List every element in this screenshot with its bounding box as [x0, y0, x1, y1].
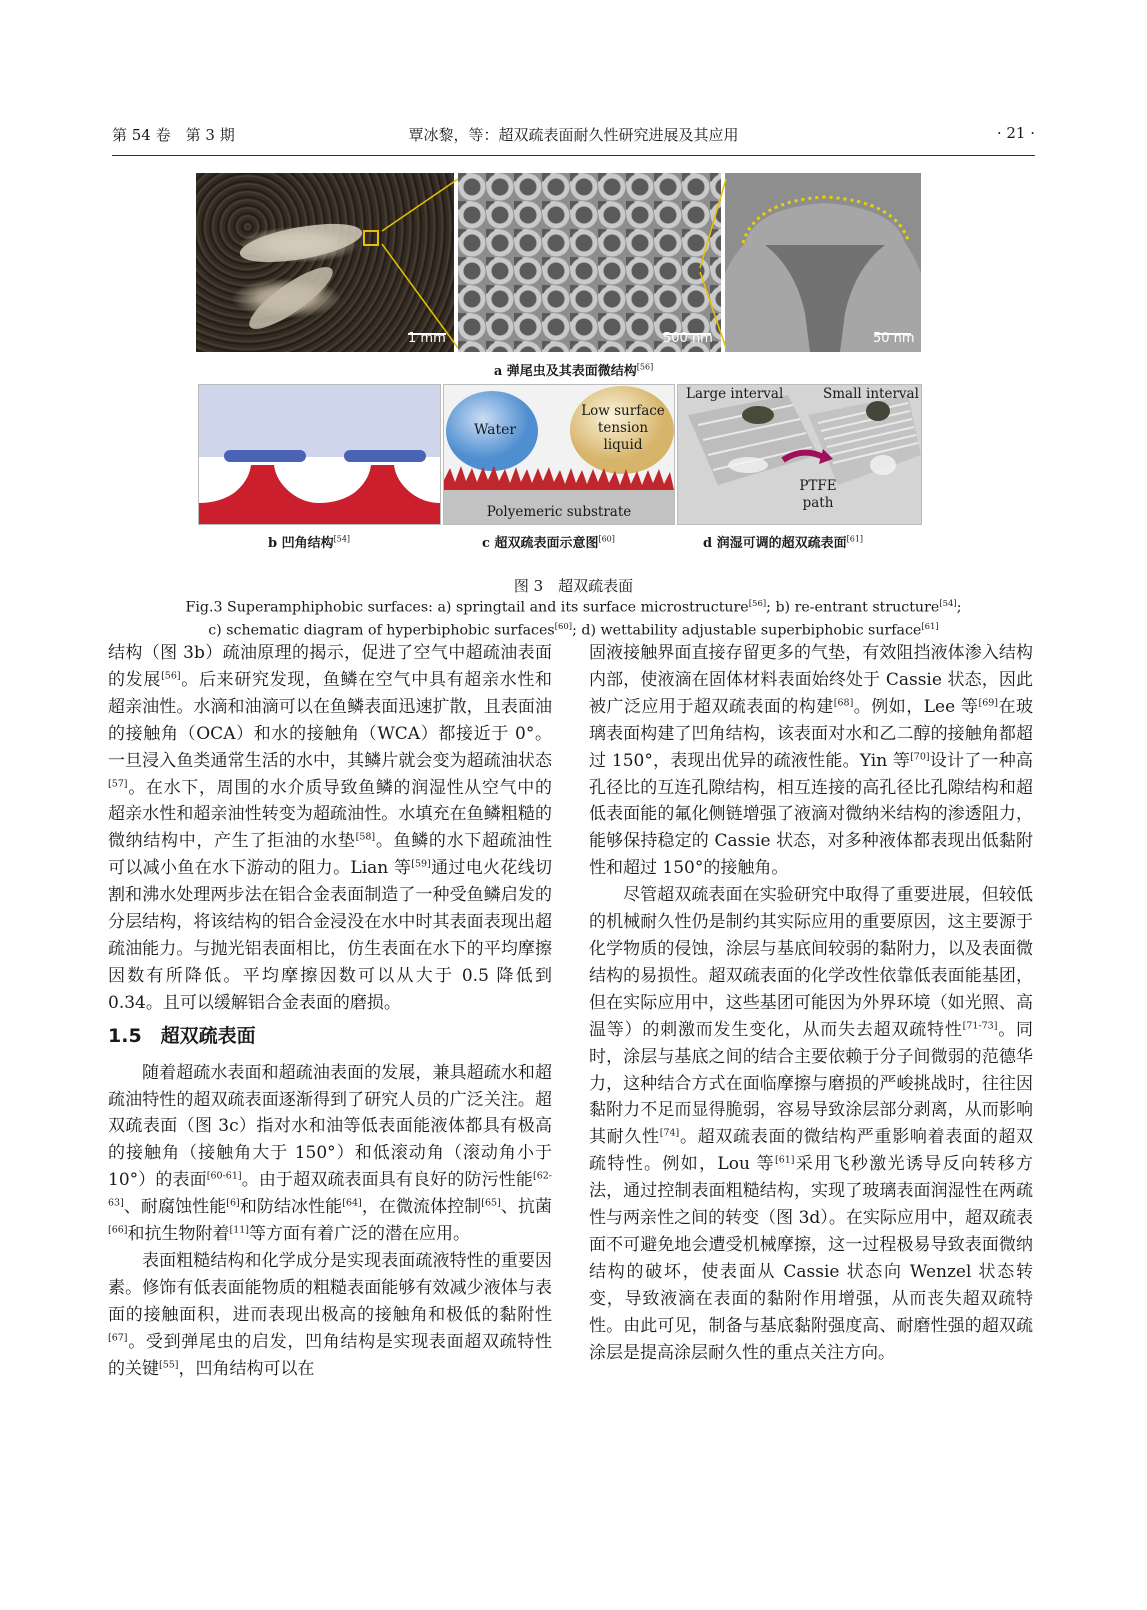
caption-d: d 润湿可调的超双疏表面[61]: [703, 534, 864, 551]
liquid-label: Low surface tension liquid: [581, 403, 665, 453]
large-interval-label: Large interval: [686, 386, 784, 402]
water-label: Water: [474, 422, 517, 438]
paragraph: 固液接触界面直接存留更多的气垫，有效阻挡液体渗入结构内部，使液滴在固体材料表面始终处于 Cassie 状态，因此被广泛应用于超双疏表面的构建[68]。例如，Lee 等[69]在玻璃表面构建了凹角结构，该表面对水和乙二醇的接触角都超过 150°，表现出优异的疏液性能。Yin 等[70]设计了一种高孔径比的互连孔隙结构，相互连接的高孔径比孔隙结构和超低表面能的氟化侧链增强了液滴对微纳米结构的渗透阻力，能够保持稳定的 Cassie 状态，对多种液体都表现出低黏附性和超过 150°的接触角。: [589, 643, 1033, 879]
figure-3d-wettability: [677, 384, 922, 525]
right-column: [589, 640, 1033, 1366]
scale-bar-50nm: 50 nm: [873, 331, 915, 346]
paragraph: 表面粗糙结构和化学成分是实现表面疏液特性的重要因素。修饰有低表面能物质的粗糙表面能够有效减少液体与表面的接触面积，进而表现出极高的接触角和极低的黏附性[67]。受到弹尾虫的启发，凹角结构是实现表面超双疏特性的关键[55]，凹角结构可以在: [108, 1250, 552, 1379]
zoom-lines: [370, 176, 730, 356]
volume-issue: 第 54 卷 第 3 期: [112, 126, 235, 144]
figure-3c-schematic: [443, 384, 675, 525]
scale-bar-1mm: 1 mm: [408, 331, 446, 346]
running-title: 覃冰黎，等：超双疏表面耐久性研究进展及其应用: [408, 126, 739, 144]
paragraph: 结构（图 3b）疏油原理的揭示，促进了空气中超疏油表面的发展[56]。后来研究发现，鱼鳞在空气中具有超亲水性和超亲油性。水滴和油滴可以在鱼鳞表面迅速扩散，且表面油的接触角（OCA）和水的接触角（WCA）都接近于 0°。一旦浸入鱼类通常生活的水中，其鳞片就会变为超疏油状态[57]。在水下，周围的水介质导致鱼鳞的润湿性从空气中的超亲水性和超亲油性转变为超疏油性。水填充在鱼鳞粗糙的微纳结构中，产生了拒油的水垫[58]。鱼鳞的水下超疏油性可以减小鱼在水下游动的阻力。Lian 等[59]通过电火花线切割和沸水处理两步法在铝合金表面制造了一种受鱼鳞启发的分层结构，将该结构的铝合金浸没在水中时其表面表现出超疏油能力。与抛光铝表面相比，仿生表面在水下的平均摩擦因数有所降低。平均摩擦因数可以从大于 0.5 降低到 0.34。且可以缓解铝合金表面的磨损。: [108, 643, 553, 1013]
section-heading: 1.5 超双疏表面: [108, 1024, 256, 1047]
ptfe-label: PTFE path: [799, 478, 837, 511]
figure-caption-en: Fig.3 Superamphiphobic surfaces: a) springtail and its surface microstructure[56]; b) re-entrant structure[54]; c) schematic diagram of hyperbiphobic surfaces[60]; d) wettability adjustable superbiphobic surface[61]: [185, 599, 962, 639]
page-number: · 21 ·: [996, 124, 1035, 142]
reentrant-structure-icon: [199, 385, 440, 524]
running-header: [112, 124, 1035, 156]
paragraph: 随着超疏水表面和超疏油表面的发展，兼具超疏水和超疏油特性的超双疏表面逐渐得到了研究人员的广泛关注。超双疏表面（图 3c）指对水和油等低表面能液体都具有极高的接触角（接触角大于 150°）和低滚动角（滚动角小于 10°）的表面[60-61]。由于超双疏表面具有良好的防污性能[62-63]、耐腐蚀性能[6]和防结冰性能[64]，在微流体控制[65]、抗菌[66]和抗生物附着[11]等方面有着广泛的潜在应用。: [108, 1062, 553, 1245]
caption-a: a 弹尾虫及其表面微结构[56]: [493, 362, 654, 379]
figure-title: 图 3 超双疏表面: [513, 577, 634, 595]
figure-3b-reentrant: [198, 384, 441, 525]
caption-c: c 超双疏表面示意图[60]: [482, 534, 615, 551]
paragraph: 尽管超双疏表面在实验研究中取得了重要进展，但较低的机械耐久性仍是制约其实际应用的重要原因，这主要源于化学物质的侵蚀，涂层与基底间较弱的黏附力，以及表面微结构的易损性。超双疏表面的化学改性依靠低表面能基团，但在实际应用中，这些基团可能因为外界环境（如光照、高温等）的刺激而发生变化，从而失去超双疏特性[71-73]。同时，涂层与基底之间的结合主要依赖于分子间微弱的范德华力，这种结合方式在面临摩擦与磨损的严峻挑战时，往往因黏附力不足而显得脆弱，容易导致涂层部分剥离，从而影响其耐久性[74]。超双疏表面的微结构严重影响着表面的超双疏特性。例如，Lou 等[61]采用飞秒激光诱导反向转移方法，通过控制表面粗糙结构，实现了玻璃表面润湿性在两疏性与两亲性之间的转变（图 3d）。在实际应用中，超双疏表面不可避免地会遭受机械摩擦，这一过程极易导致表面微纳结构的破坏，使表面从 Cassie 状态向 Wenzel 状态转变，导致液滴在表面的黏附作用增强，从而丧失超双疏特性。由此可见，制备与基底黏附强度高、耐磨性强的超双疏涂层是提高涂层耐久性的重点关注方向。: [589, 885, 1034, 1363]
small-interval-label: Small interval: [823, 386, 919, 402]
figure-3a-sem-50nm: [725, 173, 921, 352]
scale-bar-500nm: 500 nm: [663, 331, 713, 346]
reentrant-tip-icon: [725, 173, 921, 352]
header-rule: [112, 155, 1035, 156]
substrate-label: Polyemeric substrate: [486, 504, 632, 520]
left-column: [108, 640, 552, 1382]
caption-b: b 凹角结构[54]: [268, 534, 351, 551]
